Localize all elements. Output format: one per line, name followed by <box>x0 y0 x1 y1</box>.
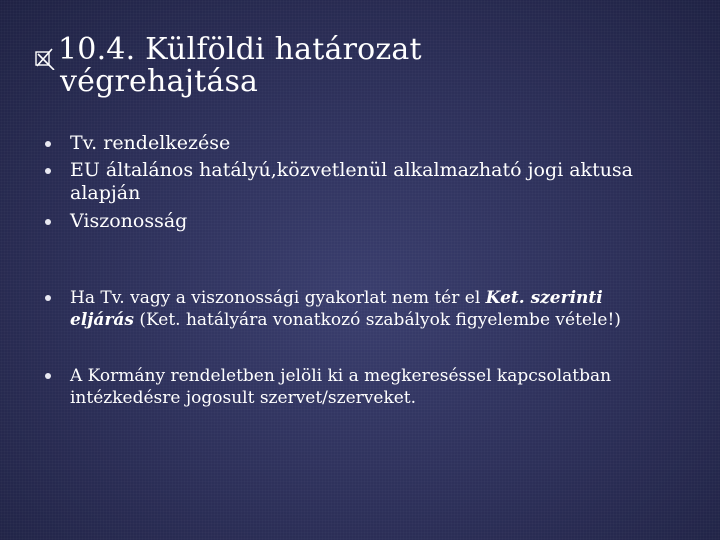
bullet-item: Tv. rendelkezése <box>44 132 654 155</box>
main-bullet-list <box>44 132 654 237</box>
checkbox-cross-icon <box>33 44 59 70</box>
note-item-government: A Kormány rendeletben jelöli ki a megkereséssel kapcsolatban intézkedésre jogosult szervet/szerveket. <box>44 365 654 409</box>
title-block <box>33 34 693 97</box>
note-text: (Ket. hatályára vonatkozó szabályok figyelembe vétele!) <box>133 310 621 331</box>
title-line-2: végrehajtása <box>60 63 259 99</box>
bullet-item: Viszonosság <box>44 210 654 233</box>
notes-bullet-list <box>44 287 654 443</box>
note-emphasis: Ket. szerinti eljárás <box>70 288 603 331</box>
bullet-item: EU általános hatályú,közvetlenül alkalmazható jogi aktusa alapján <box>44 159 654 205</box>
title-line-1: 10.4. Külföldi határozat <box>58 32 422 67</box>
note-text: Ha Tv. vagy a viszonossági gyakorlat nem tér el <box>70 288 486 308</box>
note-item-ket <box>44 287 654 331</box>
slide-title <box>33 34 693 97</box>
